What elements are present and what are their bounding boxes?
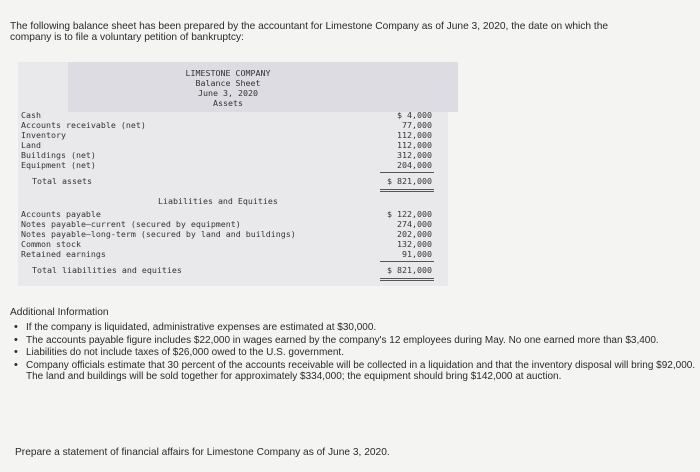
asset-label-cash: Cash bbox=[21, 110, 41, 120]
additional-info-heading: Additional Information bbox=[10, 307, 109, 318]
task-prompt: Prepare a statement of financial affairs for Limestone Company as of June 3, 2020. bbox=[15, 447, 390, 458]
total-liab-double-rule-1 bbox=[380, 278, 434, 279]
asset-label-receivables: Accounts receivable (net) bbox=[21, 120, 146, 130]
total-liab-double-rule-2 bbox=[380, 280, 434, 281]
liab-label-accounts-payable: Accounts payable bbox=[21, 209, 101, 219]
total-assets-amount: $ 821,000 bbox=[387, 176, 432, 186]
intro-line-1: The following balance sheet has been prepared by the accountant for Limestone Company as of June 3, 2020, the date on which the bbox=[10, 21, 609, 32]
liab-label-notes-longterm: Notes payable—long-term (secured by land and buildings) bbox=[21, 229, 296, 239]
asset-amount-land: 112,000 bbox=[397, 140, 432, 150]
asset-label-land: Land bbox=[21, 140, 41, 150]
liab-amount-notes-longterm: 202,000 bbox=[397, 229, 432, 239]
liab-subtotal-rule bbox=[380, 261, 434, 262]
intro-line-2: company is to file a voluntary petition of bankruptcy: bbox=[10, 32, 244, 43]
statement-date: June 3, 2020 bbox=[198, 88, 258, 98]
note-item: • The accounts payable figure includes $22,000 in wages earned by the company's 12 employees during May. No one earned more than $3,400. bbox=[26, 335, 696, 347]
total-liab-amount: $ 821,000 bbox=[387, 265, 432, 275]
assets-subtotal-rule bbox=[380, 172, 434, 173]
liab-amount-accounts-payable: $ 122,000 bbox=[387, 209, 432, 219]
assets-heading: Assets bbox=[213, 98, 243, 108]
equity-amount-common-stock: 132,000 bbox=[397, 239, 432, 249]
intro-paragraph bbox=[10, 21, 690, 43]
asset-label-equipment: Equipment (net) bbox=[21, 160, 96, 170]
total-assets-double-rule-1 bbox=[380, 189, 434, 190]
total-liab-label: Total liabilities and equities bbox=[32, 265, 182, 275]
liab-amount-notes-current: 274,000 bbox=[397, 219, 432, 229]
equity-label-retained-earnings: Retained earnings bbox=[21, 249, 106, 259]
asset-amount-cash: $ 4,000 bbox=[397, 110, 432, 120]
note-item: • If the company is liquidated, administrative expenses are estimated at $30,000. bbox=[26, 322, 696, 334]
note-item: • Company officials estimate that 30 percent of the accounts receivable will be collected in a liquidation and that the inventory disposal will bring $92,000. The land and buildings will be sold together for approximately $334,000; the equipment should bring $142,000 at auction. bbox=[26, 360, 696, 383]
company-name: LIMESTONE COMPANY bbox=[185, 68, 271, 78]
asset-amount-receivables: 77,000 bbox=[402, 120, 432, 130]
note-item: • Liabilities do not include taxes of $26,000 owed to the U.S. government. bbox=[26, 347, 696, 359]
asset-amount-buildings: 312,000 bbox=[397, 150, 432, 160]
asset-label-buildings: Buildings (net) bbox=[21, 150, 96, 160]
total-assets-label: Total assets bbox=[32, 176, 92, 186]
additional-info-list bbox=[12, 322, 696, 384]
asset-amount-inventory: 112,000 bbox=[397, 130, 432, 140]
equity-label-common-stock: Common stock bbox=[21, 239, 81, 249]
balance-sheet bbox=[18, 62, 448, 286]
equity-amount-retained-earnings: 91,000 bbox=[402, 249, 432, 259]
liab-label-notes-current: Notes payable—current (secured by equipment) bbox=[21, 219, 241, 229]
asset-amount-equipment: 204,000 bbox=[397, 160, 432, 170]
liabilities-heading: Liabilities and Equities bbox=[158, 196, 278, 206]
asset-label-inventory: Inventory bbox=[21, 130, 66, 140]
total-assets-double-rule-2 bbox=[380, 191, 434, 192]
statement-title: Balance Sheet bbox=[195, 78, 261, 88]
